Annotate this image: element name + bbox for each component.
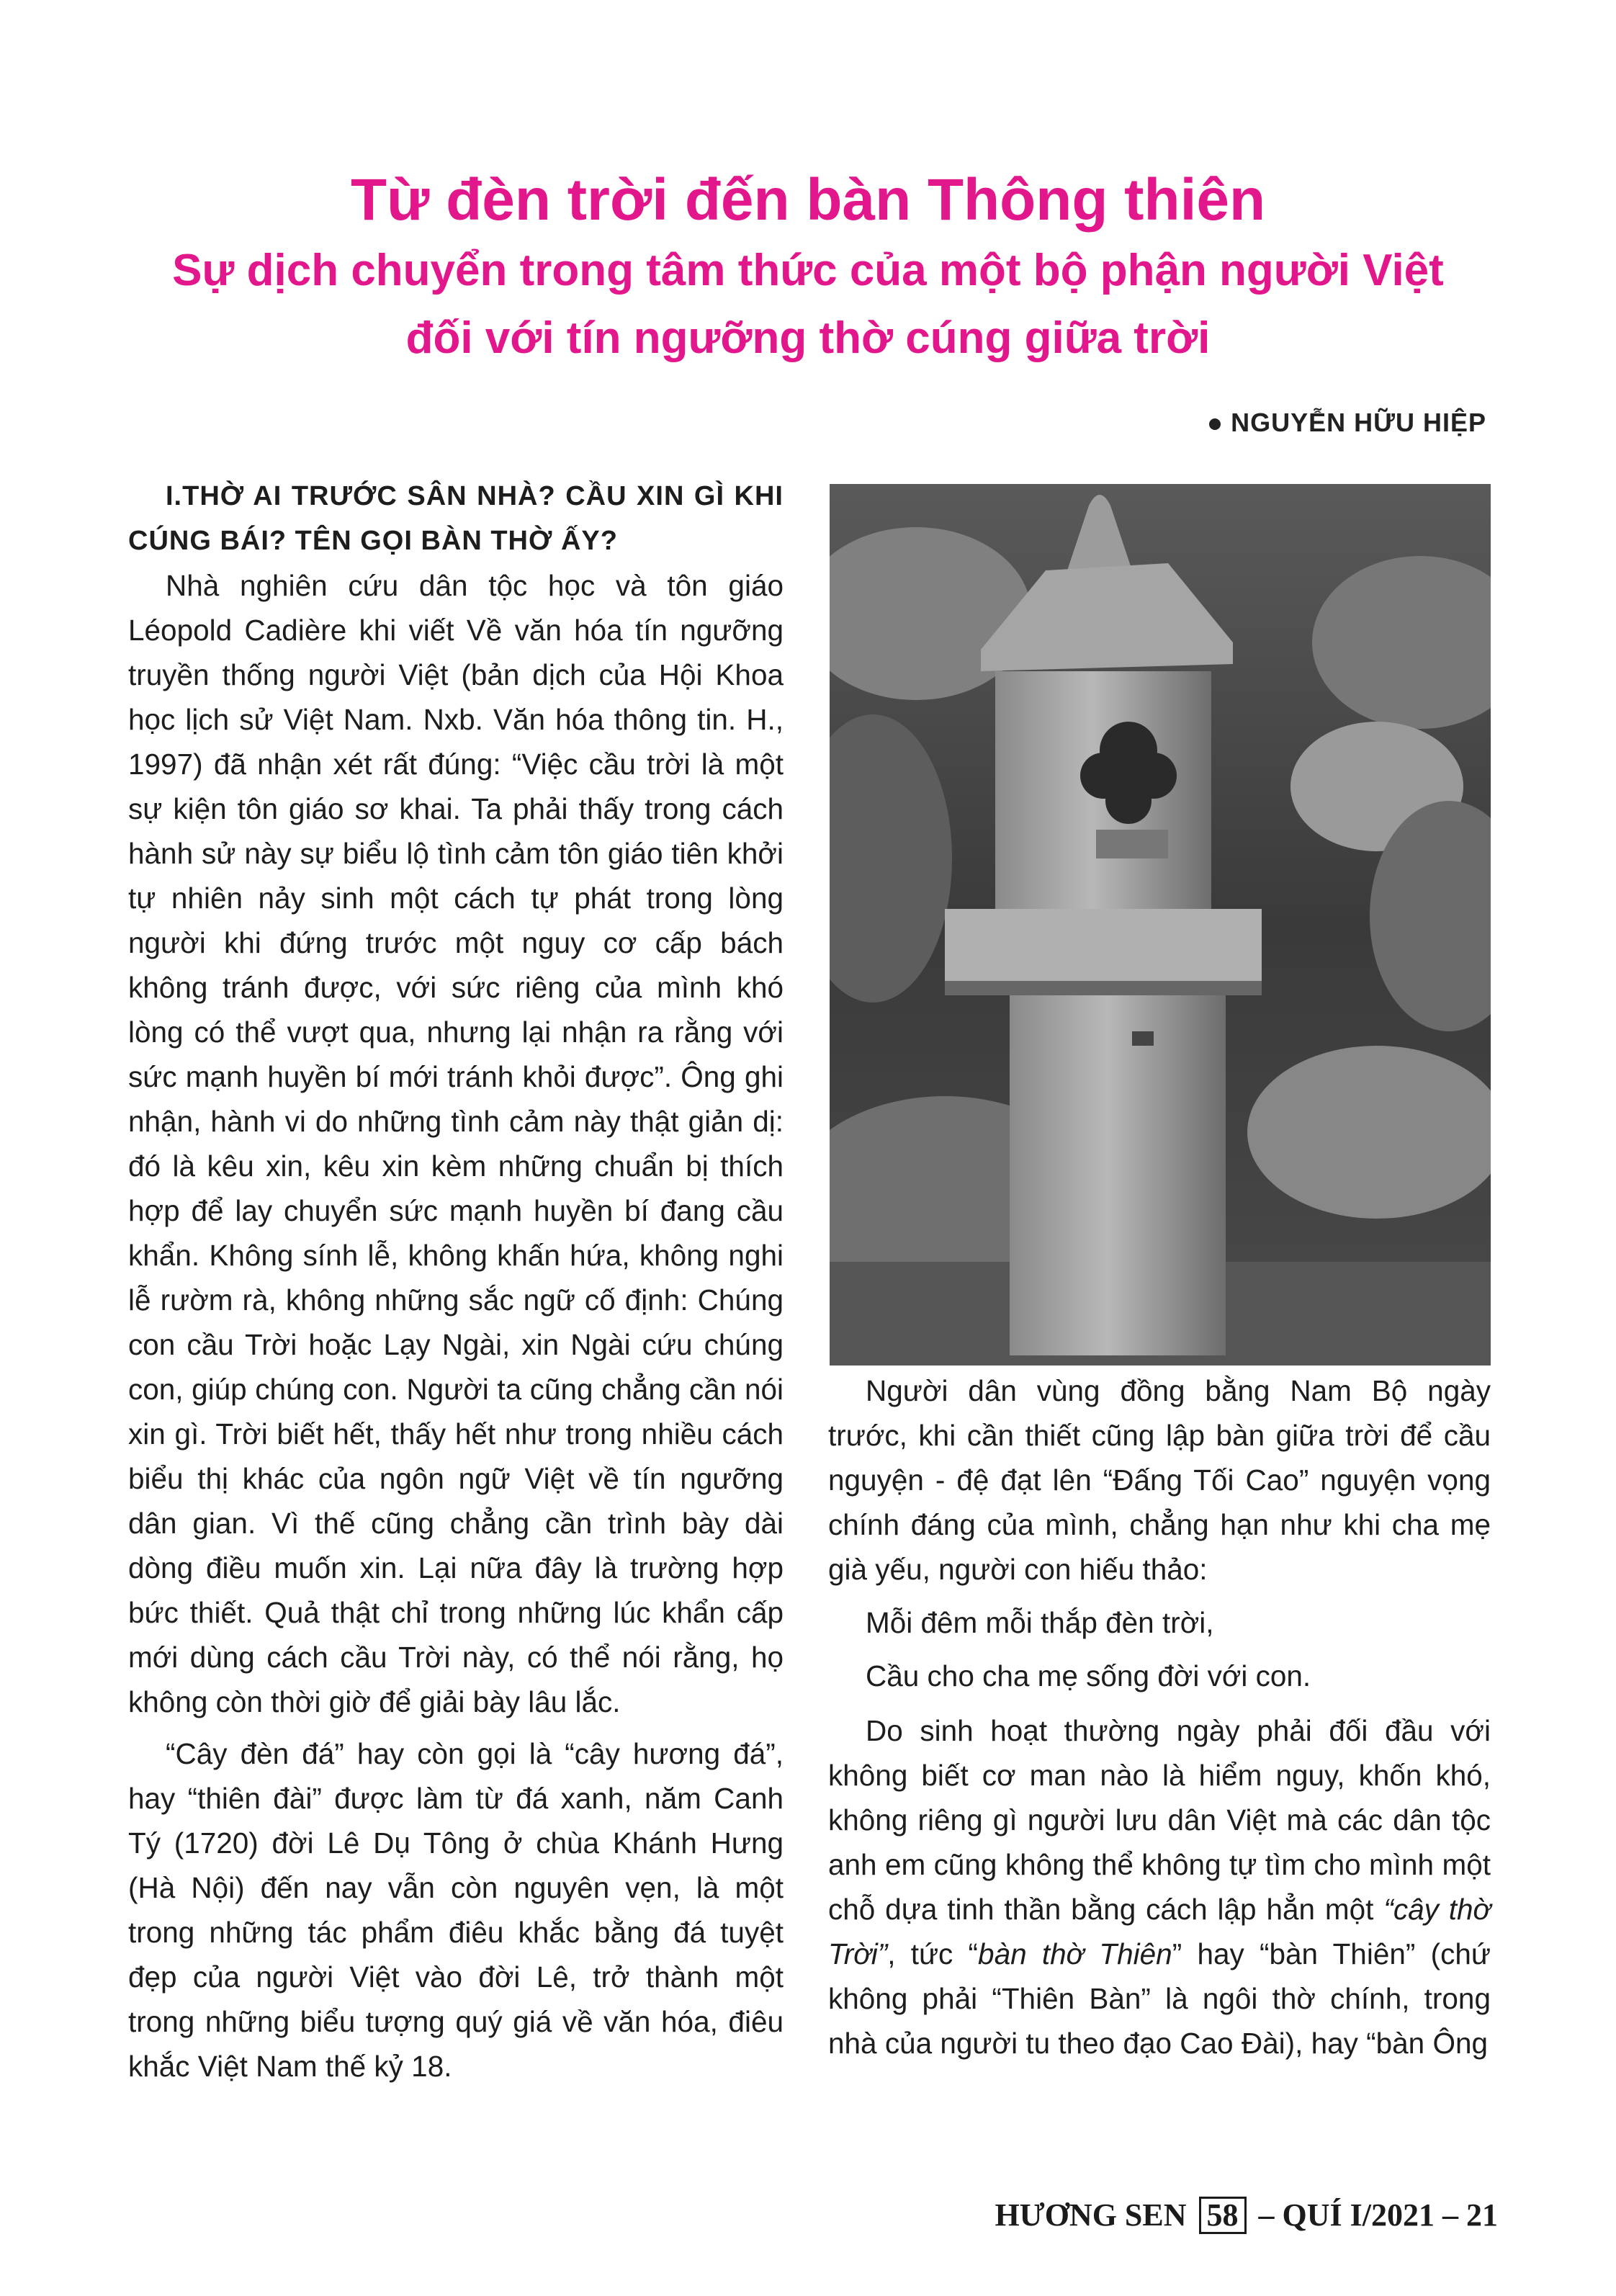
magazine-name: HƯƠNG SEN [995,2197,1187,2233]
right-column [828,1368,1491,2066]
issue-number: 58 [1199,2197,1247,2234]
issue-period: – QUÍ I/2021 – [1258,2197,1458,2233]
left-column [128,474,784,2089]
page-number: 21 [1466,2197,1498,2233]
page-footer [864,2197,1498,2234]
left-paragraph-2: “Cây đèn đá” hay còn gọi là “cây hương đá”, hay “thiên đài” được làm từ đá xanh, năm Canh Tý (1720) đời Lê Dụ Tông ở chùa Khánh Hưng (Hà Nội) đến nay vẫn còn nguyên vẹn, là một trong những tác phẩm điêu khắc bằng đá tuyệt đẹp của người Việt vào đời Lê, trở thành một trong những biểu tượng quý giá về văn hóa, điêu khắc Việt Nam thế kỷ 18. [128,1737,784,2083]
author-byline [1209,408,1486,438]
right-paragraph-2-part-b: , tức “ [887,1937,979,1970]
right-paragraph-2 [828,1708,1491,2066]
italic-term-2: bàn thờ Thiên [978,1937,1172,1970]
right-paragraph-2-part-c: ” hay “bàn Thiên” (chứ không phải “Thiên Bàn” là ngôi thờ chính, trong nhà của người tu theo đạo Cao Đài), hay “bàn Ông [828,1937,1491,2060]
stone-altar-photo [830,484,1491,1366]
article-subtitle-line-1: Sự dịch chuyển trong tâm thức của một bộ phận người Việt [172,246,1444,295]
verse-line-2: Cầu cho cha mẹ sống đời với con. [866,1659,1311,1692]
left-paragraph-1: Nhà nghiên cứu dân tộc học và tôn giáo Léopold Cadière khi viết Về văn hóa tín ngưỡng truyền thống người Việt (bản dịch của Hội Khoa học lịch sử Việt Nam. Nxb. Văn hóa thông tin. H., 1997) đã nhận xét rất đúng: “Việc cầu trời là một sự kiện tôn giáo sơ khai. Ta phải thấy trong cách hành sử này sự biểu lộ tình cảm tôn giáo tiên khởi tự nhiên nảy sinh một cách tự phát trong lòng người khi đứng trước một nguy cơ cấp bách không tránh được, với sức riêng của mình khó lòng có thể vượt qua, nhưng lại nhận ra rằng với sức mạnh huyền bí mới tránh khỏi được”. Ông ghi nhận, hành vi do những tình cảm này thật giản dị: đó là kêu xin, kêu xin kèm những chuẩn bị thích hợp để lay chuyển sức mạnh huyền bí đang cầu khẩn. Không sính lễ, không khấn hứa, không nghi lễ rườm rà, không những sắc ngữ cố định: Chúng con cầu Trời hoặc Lạy Ngài, xin Ngài cứu chúng con, giúp chúng con. Người ta cũng chẳng cần nói xin gì. Trời biết hết, thấy hết như trong nhiều cách biểu thị khác của ngôn ngữ Việt về tín ngưỡng dân gian. Vì thế cũng chẳng cần trình bày dài dòng điều muốn xin. Lại nữa đây là trường hợp bức thiết. Quả thật chỉ trong những lúc khẩn cấp mới dùng cách cầu Trời này, có thể nói rằng, họ không còn thời giờ để giải bày lâu lắc. [128,569,784,1718]
section-heading: I.THỜ AI TRƯỚC SÂN NHÀ? CẦU XIN GÌ KHI CÚNG BÁI? TÊN GỌI BÀN THỜ ẤY? [128,481,784,556]
verse-line-1: Mỗi đêm mỗi thắp đèn trời, [866,1606,1214,1639]
article-subtitle-line-2: đối với tín ngưỡng thờ cúng giữa trời [405,313,1211,363]
right-paragraph-1: Người dân vùng đồng bằng Nam Bộ ngày trước, khi cần thiết cũng lập bàn giữa trời để cầu nguyện - đệ đạt lên “Đấng Tối Cao” nguyện vọng chính đáng của mình, chẳng hạn như khi cha mẹ già yếu, người con hiếu thảo: [828,1374,1491,1586]
italic-term-1: “cây thờ Trời” [828,1893,1491,1970]
author-name: NGUYỄN HỮU HIỆP [1231,408,1486,437]
article-title: Từ đèn trời đến bàn Thông thiên [350,167,1266,233]
right-paragraph-2-part-a: Do sinh hoạt thường ngày phải đối đầu với không biết cơ man nào là hiểm nguy, khốn khó, không riêng gì người lưu dân Việt mà các dân tộc anh em cũng không thể không tự tìm cho mình một chỗ dựa tinh thần bằng cách lập hẳn một [828,1714,1491,1926]
bullet-icon [1209,418,1221,430]
